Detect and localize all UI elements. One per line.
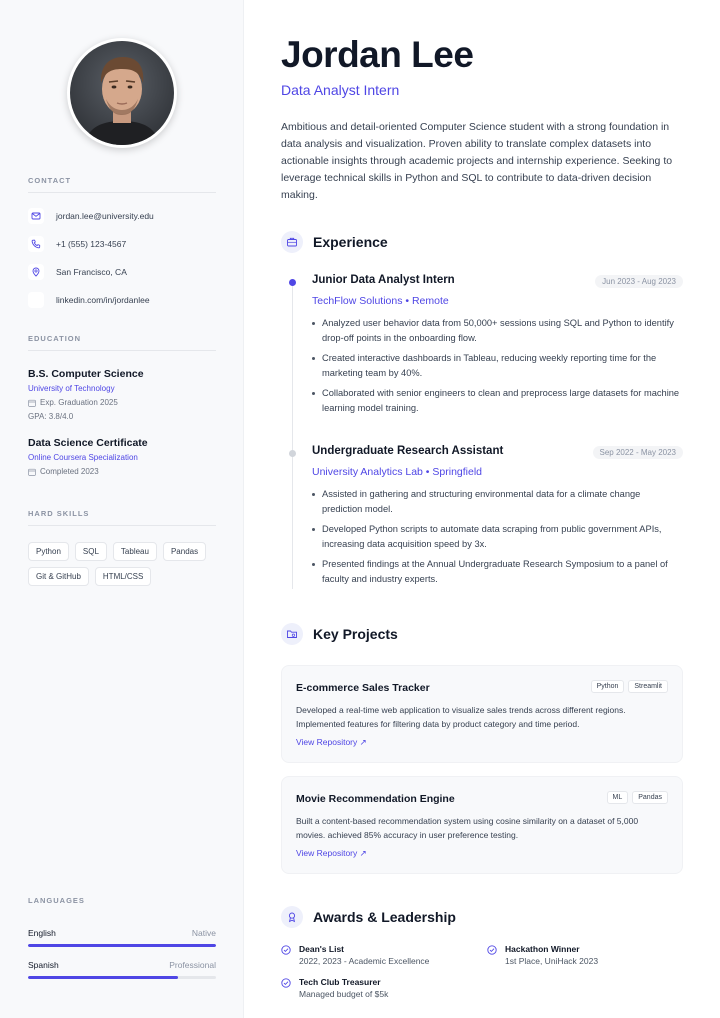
job-bullet: Assisted in gathering and structuring environmental data for a climate change prediction model. <box>312 487 683 517</box>
job-date: Sep 2022 - May 2023 <box>593 446 684 459</box>
contact-location <box>28 258 216 286</box>
calendar-icon <box>28 399 36 407</box>
education-section <box>28 334 216 476</box>
project-tag: Pandas <box>632 791 668 804</box>
job-bullet: Presented findings at the Annual Undergraduate Research Symposium to a panel of faculty and industry experts. <box>312 557 683 587</box>
mail-icon <box>28 208 44 224</box>
candidate-name: Jordan Lee <box>281 34 474 75</box>
language-bar-fill <box>28 944 216 947</box>
award-item <box>281 944 429 966</box>
language-name: English <box>28 928 56 938</box>
project-tags <box>607 791 668 804</box>
skill-chip: Pandas <box>163 542 206 561</box>
view-repository-link[interactable]: View Repository ↗ <box>296 848 367 858</box>
project-card <box>281 776 683 874</box>
calendar-icon <box>28 468 36 476</box>
skill-chip: Tableau <box>113 542 157 561</box>
view-repository-link[interactable]: View Repository ↗ <box>296 737 367 747</box>
job-organization: University Analytics Lab • Springfield <box>312 466 483 478</box>
contact-linkedin[interactable] <box>28 286 216 314</box>
job-bullets <box>312 316 683 421</box>
skill-chip: HTML/CSS <box>95 567 151 586</box>
contact-section <box>28 176 216 314</box>
education-degree: B.S. Computer Science <box>28 368 144 380</box>
projects-title: Key Projects <box>313 626 398 642</box>
projects-header <box>281 623 398 645</box>
education-completed: Completed 2023 <box>28 467 216 476</box>
location-pin-icon <box>28 264 44 280</box>
check-circle-icon <box>281 945 291 955</box>
check-circle-icon <box>487 945 497 955</box>
language-level: Native <box>191 928 216 938</box>
education-gpa: GPA: 3.8/4.0 <box>28 412 74 421</box>
language-bar <box>28 944 216 947</box>
job-bullet: Collaborated with senior engineers to clean and preprocess large datasets for machine learning model training. <box>312 386 683 416</box>
timeline-dot <box>289 450 296 457</box>
language-name: Spanish <box>28 960 59 970</box>
education-item <box>28 368 216 421</box>
contact-phone[interactable] <box>28 230 216 258</box>
award-title: Dean's List <box>299 944 345 954</box>
skills-heading: HARD SKILLS <box>28 509 216 526</box>
job-date: Jun 2023 - Aug 2023 <box>595 275 683 288</box>
skills-chips <box>28 542 216 586</box>
skill-chip: Git & GitHub <box>28 567 89 586</box>
award-item <box>281 977 388 999</box>
check-circle-icon <box>281 978 291 988</box>
languages-heading: LANGUAGES <box>28 896 85 905</box>
job-organization: TechFlow Solutions • Remote <box>312 295 449 307</box>
experience-header <box>281 231 388 253</box>
folder-icon <box>281 623 303 645</box>
project-tag: Python <box>591 680 625 693</box>
linkedin-icon <box>28 292 44 308</box>
award-subtitle: 2022, 2023 - Academic Excellence <box>299 956 430 966</box>
job-title: Junior Data Analyst Intern <box>312 274 455 286</box>
education-school: University of Technology <box>28 384 115 393</box>
awards-header <box>281 906 456 928</box>
education-item <box>28 437 216 476</box>
project-card <box>281 665 683 763</box>
skill-chip: SQL <box>75 542 107 561</box>
language-bar <box>28 976 216 979</box>
job-bullet: Created interactive dashboards in Tableau, reducing weekly reporting time for the marketing team by 40%. <box>312 351 683 381</box>
project-description: Developed a real-time web application to visualize sales trends across different regions. Implemented features for filtering data by product category and time period. <box>296 705 626 729</box>
project-title: Movie Recommendation Engine <box>296 793 455 805</box>
contact-email[interactable] <box>28 202 216 230</box>
project-tag: ML <box>607 791 629 804</box>
award-icon <box>281 906 303 928</box>
avatar <box>67 38 177 148</box>
contact-location-text: San Francisco, CA <box>56 267 127 277</box>
skill-chip: Python <box>28 542 69 561</box>
award-subtitle: Managed budget of $5k <box>299 989 389 999</box>
job-bullet: Analyzed user behavior data from 50,000+ sessions using SQL and Python to identify drop-off points in the onboarding flow. <box>312 316 683 346</box>
awards-title: Awards & Leadership <box>313 909 456 925</box>
language-spanish <box>28 960 216 979</box>
experience-title: Experience <box>313 234 388 250</box>
candidate-role: Data Analyst Intern <box>281 82 400 98</box>
language-bar-fill <box>28 976 178 979</box>
job-bullets <box>312 487 683 592</box>
education-heading: EDUCATION <box>28 334 216 351</box>
project-description: Built a content-based recommendation system using cosine similarity on a dataset of 5,000 movies. achieved 85% accuracy in user preference testing. <box>296 816 639 840</box>
languages-section <box>28 896 216 979</box>
project-tag: Streamlit <box>628 680 668 693</box>
skills-section <box>28 509 216 586</box>
language-level: Professional <box>169 960 216 970</box>
avatar-portrait-icon <box>70 41 174 145</box>
job-bullet: Developed Python scripts to automate data scraping from public government APIs, increasing data acquisition speed by 3x. <box>312 522 683 552</box>
timeline-line <box>292 283 293 589</box>
language-english <box>28 928 216 947</box>
education-certificate: Data Science Certificate <box>28 437 148 449</box>
education-graduation: Exp. Graduation 2025 <box>28 398 216 407</box>
job-title: Undergraduate Research Assistant <box>312 445 504 457</box>
contact-phone-text: +1 (555) 123-4567 <box>56 239 127 249</box>
education-provider: Online Coursera Specialization <box>28 453 138 462</box>
project-title: E-commerce Sales Tracker <box>296 682 430 694</box>
briefcase-icon <box>281 231 303 253</box>
phone-icon <box>28 236 44 252</box>
award-title: Hackathon Winner <box>505 944 580 954</box>
project-tags <box>591 680 668 693</box>
sidebar <box>0 0 244 1018</box>
timeline-dot <box>289 279 296 286</box>
award-title: Tech Club Treasurer <box>299 977 381 987</box>
profile-summary: Ambitious and detail-oriented Computer Science student with a strong foundation in data analysis and visualization. Proven ability to translate complex datasets into actionable insights through academic projects and internship experience. Seeking to leverage technical skills in Python and SQL to contribute to data-driven decision making. <box>281 121 673 201</box>
contact-heading: CONTACT <box>28 176 216 193</box>
contact-linkedin-text: linkedin.com/in/jordanlee <box>56 295 150 305</box>
award-subtitle: 1st Place, UniHack 2023 <box>505 956 599 966</box>
award-item <box>487 944 598 966</box>
contact-email-text: jordan.lee@university.edu <box>56 211 154 221</box>
